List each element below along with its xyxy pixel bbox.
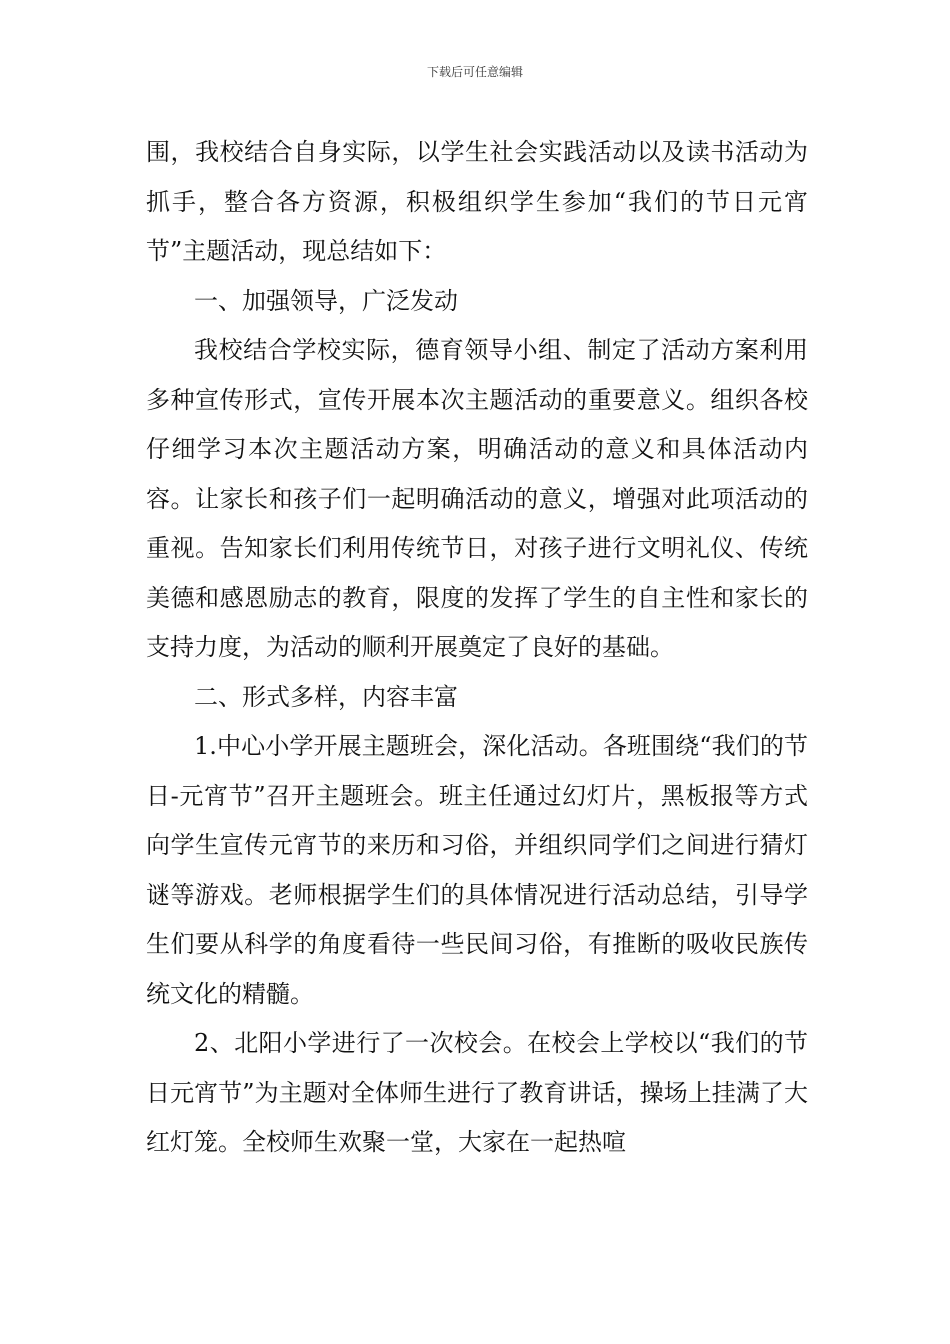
paragraph-intro-continuation: 围，我校结合自身实际，以学生社会实践活动以及读书活动为抓手，整合各方资源，积极组织学生参加“我们的节日元宵节”主题活动，现总结如下：	[146, 138, 808, 265]
paragraph-item-2: 2、北阳小学进行了一次校会。在校会上学校以“我们的节日元宵节”为主题对全体师生进行了教育讲话，操场上挂满了大红灯笼。全校师生欢聚一堂，大家在一起热喧	[146, 1029, 808, 1156]
section-heading-1: 一、加强领导，广泛发动	[194, 286, 458, 315]
section-heading-2: 二、形式多样，内容丰富	[194, 682, 458, 711]
page-header: 下载后可任意编辑	[426, 65, 523, 79]
paragraph-section-1: 我校结合学校实际，德育领导小组、制定了活动方案利用多种宣传形式，宣传开展本次主题活动的重要意义。组织各校仔细学习本次主题活动方案，明确活动的意义和具体活动内容。让家长和孩子们一起明确活动的意义，增强对此项活动的重视。告知家长们利用传统节日，对孩子进行文明礼仪、传统美德和感恩励志的教育，限度的发挥了学生的自主性和家长的支持力度，为活动的顺利开展奠定了良好的基础。	[146, 336, 808, 661]
paragraph-item-1: 1.中心小学开展主题班会，深化活动。各班围绕“我们的节日-元宵节”召开主题班会。班主任通过幻灯片，黑板报等方式向学生宣传元宵节的来历和习俗，并组织同学们之间进行猜灯谜等游戏。老师根据学生们的具体情况进行活动总结，引导学生们要从科学的角度看待一些民间习俗，有推断的吸收民族传统文化的精髓。	[146, 732, 808, 1008]
document-body	[146, 128, 808, 1168]
